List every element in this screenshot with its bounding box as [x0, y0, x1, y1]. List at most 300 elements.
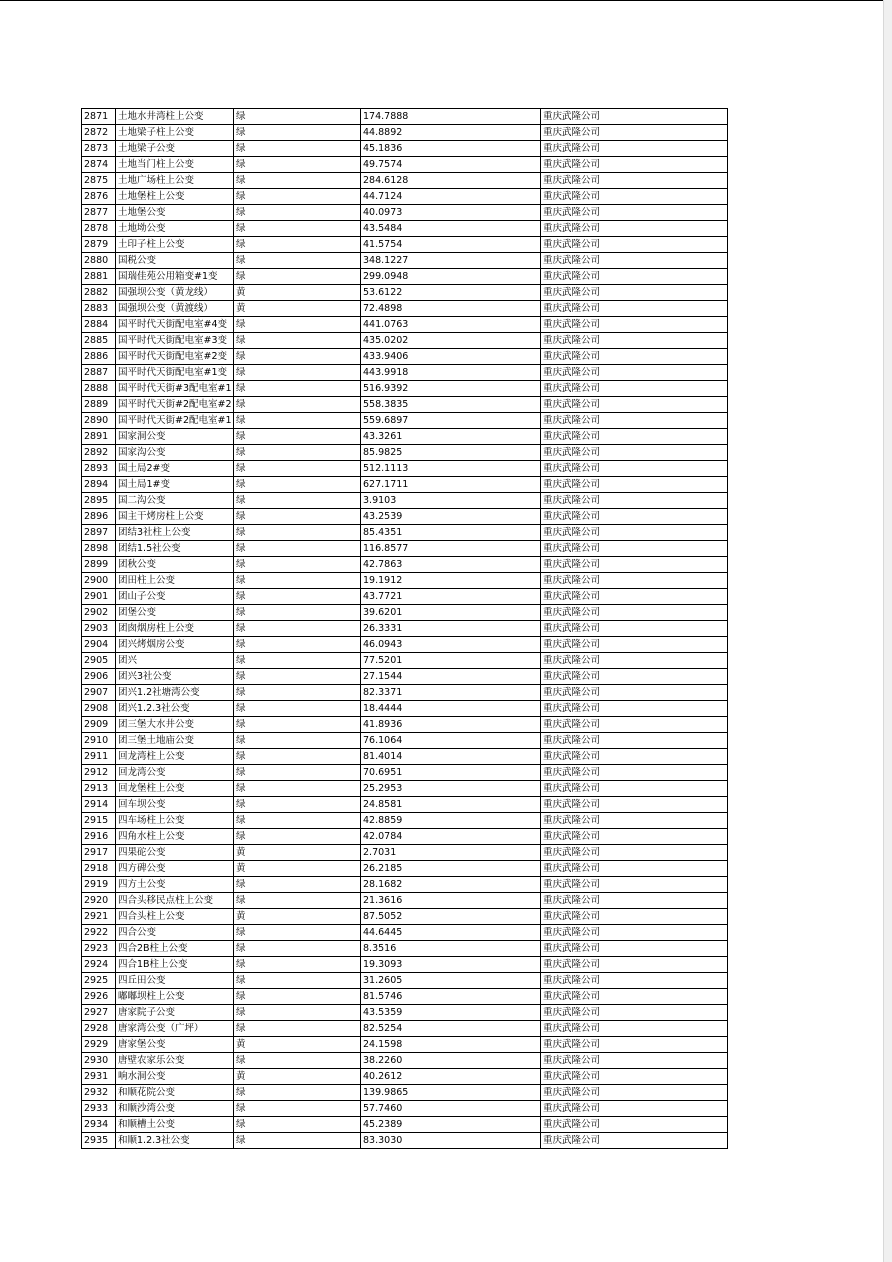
transformer-name-cell: 国平时代天街#3配电室#1	[116, 381, 234, 397]
table-row	[82, 221, 728, 237]
table-row	[82, 237, 728, 253]
table-row	[82, 797, 728, 813]
transformer-name-cell: 国平时代天街配电室#2变	[116, 349, 234, 365]
status-color-cell: 绿	[234, 525, 361, 541]
row-number-cell: 2877	[82, 205, 116, 221]
company-cell: 重庆武隆公司	[541, 1021, 728, 1037]
status-color-cell: 绿	[234, 605, 361, 621]
value-cell: 85.4351	[361, 525, 541, 541]
status-color-cell: 绿	[234, 557, 361, 573]
transformer-name-cell: 四合头柱上公变	[116, 909, 234, 925]
top-border-line	[0, 0, 892, 1]
transformer-name-cell: 回龙湾柱上公变	[116, 749, 234, 765]
company-cell: 重庆武隆公司	[541, 157, 728, 173]
row-number-cell: 2874	[82, 157, 116, 173]
status-color-cell: 绿	[234, 765, 361, 781]
company-cell: 重庆武隆公司	[541, 669, 728, 685]
value-cell: 82.5254	[361, 1021, 541, 1037]
table-row	[82, 941, 728, 957]
company-cell: 重庆武隆公司	[541, 1069, 728, 1085]
transformer-name-cell: 国平时代天街配电室#1变	[116, 365, 234, 381]
row-number-cell: 2881	[82, 269, 116, 285]
table-row	[82, 829, 728, 845]
transformer-name-cell: 唐壁农家乐公变	[116, 1053, 234, 1069]
table-row	[82, 653, 728, 669]
status-color-cell: 绿	[234, 237, 361, 253]
transformer-name-cell: 团三堡土地庙公变	[116, 733, 234, 749]
status-color-cell: 绿	[234, 141, 361, 157]
row-number-cell: 2933	[82, 1101, 116, 1117]
status-color-cell: 绿	[234, 957, 361, 973]
transformer-name-cell: 和顺槽土公变	[116, 1117, 234, 1133]
status-color-cell: 绿	[234, 749, 361, 765]
row-number-cell: 2919	[82, 877, 116, 893]
table-row	[82, 413, 728, 429]
table-row	[82, 173, 728, 189]
company-cell: 重庆武隆公司	[541, 813, 728, 829]
value-cell: 512.1113	[361, 461, 541, 477]
company-cell: 重庆武隆公司	[541, 1053, 728, 1069]
value-cell: 39.6201	[361, 605, 541, 621]
company-cell: 重庆武隆公司	[541, 285, 728, 301]
status-color-cell: 绿	[234, 637, 361, 653]
row-number-cell: 2909	[82, 717, 116, 733]
transformer-name-cell: 和顺1.2.3社公变	[116, 1133, 234, 1149]
company-cell: 重庆武隆公司	[541, 445, 728, 461]
company-cell: 重庆武隆公司	[541, 797, 728, 813]
status-color-cell: 绿	[234, 1133, 361, 1149]
status-color-cell: 绿	[234, 1085, 361, 1101]
table-row	[82, 525, 728, 541]
table-row	[82, 189, 728, 205]
table-row	[82, 861, 728, 877]
transformer-name-cell: 四合公变	[116, 925, 234, 941]
status-color-cell: 绿	[234, 877, 361, 893]
status-color-cell: 绿	[234, 333, 361, 349]
row-number-cell: 2918	[82, 861, 116, 877]
status-color-cell: 绿	[234, 733, 361, 749]
row-number-cell: 2908	[82, 701, 116, 717]
value-cell: 42.0784	[361, 829, 541, 845]
table-row	[82, 1037, 728, 1053]
company-cell: 重庆武隆公司	[541, 909, 728, 925]
row-number-cell: 2916	[82, 829, 116, 845]
status-color-cell: 绿	[234, 1005, 361, 1021]
row-number-cell: 2928	[82, 1021, 116, 1037]
transformer-name-cell: 国二沟公变	[116, 493, 234, 509]
transformer-name-cell: 团兴3社公变	[116, 669, 234, 685]
table-row	[82, 957, 728, 973]
transformer-name-cell: 团结3社柱上公变	[116, 525, 234, 541]
value-cell: 139.9865	[361, 1085, 541, 1101]
value-cell: 43.5359	[361, 1005, 541, 1021]
transformer-name-cell: 四丘田公变	[116, 973, 234, 989]
table-row	[82, 1117, 728, 1133]
status-color-cell: 黄	[234, 1037, 361, 1053]
row-number-cell: 2914	[82, 797, 116, 813]
transformer-name-cell: 国平时代天街配电室#3变	[116, 333, 234, 349]
table-row	[82, 637, 728, 653]
company-cell: 重庆武隆公司	[541, 349, 728, 365]
row-number-cell: 2900	[82, 573, 116, 589]
value-cell: 441.0763	[361, 317, 541, 333]
transformer-name-cell: 土地梁子柱上公变	[116, 125, 234, 141]
transformer-name-cell: 团兴1.2.3社公变	[116, 701, 234, 717]
table-row	[82, 765, 728, 781]
company-cell: 重庆武隆公司	[541, 957, 728, 973]
row-number-cell: 2931	[82, 1069, 116, 1085]
company-cell: 重庆武隆公司	[541, 861, 728, 877]
row-number-cell: 2927	[82, 1005, 116, 1021]
table-row	[82, 573, 728, 589]
company-cell: 重庆武隆公司	[541, 701, 728, 717]
value-cell: 3.9103	[361, 493, 541, 509]
row-number-cell: 2910	[82, 733, 116, 749]
transformer-name-cell: 国瑞佳苑公用箱变#1变	[116, 269, 234, 285]
table-row	[82, 253, 728, 269]
row-number-cell: 2925	[82, 973, 116, 989]
value-cell: 28.1682	[361, 877, 541, 893]
row-number-cell: 2891	[82, 429, 116, 445]
row-number-cell: 2876	[82, 189, 116, 205]
transformer-name-cell: 团堡公变	[116, 605, 234, 621]
status-color-cell: 绿	[234, 493, 361, 509]
status-color-cell: 绿	[234, 797, 361, 813]
status-color-cell: 绿	[234, 973, 361, 989]
value-cell: 43.5484	[361, 221, 541, 237]
table-row	[82, 621, 728, 637]
transformer-name-cell: 唐家堡公变	[116, 1037, 234, 1053]
value-cell: 72.4898	[361, 301, 541, 317]
row-number-cell: 2917	[82, 845, 116, 861]
value-cell: 44.6445	[361, 925, 541, 941]
row-number-cell: 2915	[82, 813, 116, 829]
row-number-cell: 2912	[82, 765, 116, 781]
value-cell: 53.6122	[361, 285, 541, 301]
table-row	[82, 541, 728, 557]
row-number-cell: 2905	[82, 653, 116, 669]
row-number-cell: 2907	[82, 685, 116, 701]
company-cell: 重庆武隆公司	[541, 893, 728, 909]
value-cell: 21.3616	[361, 893, 541, 909]
company-cell: 重庆武隆公司	[541, 1085, 728, 1101]
row-number-cell: 2888	[82, 381, 116, 397]
row-number-cell: 2887	[82, 365, 116, 381]
value-cell: 40.0973	[361, 205, 541, 221]
value-cell: 18.4444	[361, 701, 541, 717]
company-cell: 重庆武隆公司	[541, 253, 728, 269]
table-row	[82, 461, 728, 477]
value-cell: 85.9825	[361, 445, 541, 461]
company-cell: 重庆武隆公司	[541, 1101, 728, 1117]
table-row	[82, 269, 728, 285]
value-cell: 2.7031	[361, 845, 541, 861]
company-cell: 重庆武隆公司	[541, 429, 728, 445]
row-number-cell: 2894	[82, 477, 116, 493]
status-color-cell: 绿	[234, 589, 361, 605]
status-color-cell: 绿	[234, 429, 361, 445]
value-cell: 41.8936	[361, 717, 541, 733]
table-row	[82, 509, 728, 525]
table-row	[82, 1133, 728, 1149]
row-number-cell: 2890	[82, 413, 116, 429]
status-color-cell: 绿	[234, 125, 361, 141]
row-number-cell: 2903	[82, 621, 116, 637]
company-cell: 重庆武隆公司	[541, 1005, 728, 1021]
transformer-name-cell: 国家洞公变	[116, 429, 234, 445]
table-row	[82, 445, 728, 461]
status-color-cell: 绿	[234, 397, 361, 413]
row-number-cell: 2882	[82, 285, 116, 301]
value-cell: 443.9918	[361, 365, 541, 381]
value-cell: 43.7721	[361, 589, 541, 605]
company-cell: 重庆武隆公司	[541, 781, 728, 797]
transformer-name-cell: 团田柱上公变	[116, 573, 234, 589]
value-cell: 24.1598	[361, 1037, 541, 1053]
status-color-cell: 绿	[234, 205, 361, 221]
value-cell: 435.0202	[361, 333, 541, 349]
status-color-cell: 绿	[234, 1053, 361, 1069]
row-number-cell: 2902	[82, 605, 116, 621]
company-cell: 重庆武隆公司	[541, 525, 728, 541]
table-row	[82, 493, 728, 509]
status-color-cell: 绿	[234, 157, 361, 173]
table-row	[82, 1005, 728, 1021]
status-color-cell: 绿	[234, 317, 361, 333]
company-cell: 重庆武隆公司	[541, 1037, 728, 1053]
status-color-cell: 绿	[234, 669, 361, 685]
table-row	[82, 1101, 728, 1117]
status-color-cell: 绿	[234, 413, 361, 429]
row-number-cell: 2932	[82, 1085, 116, 1101]
table-row	[82, 701, 728, 717]
row-number-cell: 2929	[82, 1037, 116, 1053]
table-row	[82, 877, 728, 893]
transformer-name-cell: 国土局1#变	[116, 477, 234, 493]
row-number-cell: 2920	[82, 893, 116, 909]
status-color-cell: 绿	[234, 365, 361, 381]
status-color-cell: 黄	[234, 845, 361, 861]
row-number-cell: 2878	[82, 221, 116, 237]
status-color-cell: 绿	[234, 717, 361, 733]
transformer-name-cell: 土地堡公变	[116, 205, 234, 221]
company-cell: 重庆武隆公司	[541, 973, 728, 989]
table-row	[82, 909, 728, 925]
table-row	[82, 669, 728, 685]
status-color-cell: 黄	[234, 861, 361, 877]
company-cell: 重庆武隆公司	[541, 397, 728, 413]
transformer-name-cell: 回龙湾公变	[116, 765, 234, 781]
row-number-cell: 2906	[82, 669, 116, 685]
transformer-name-cell: 四方土公变	[116, 877, 234, 893]
status-color-cell: 黄	[234, 909, 361, 925]
company-cell: 重庆武隆公司	[541, 589, 728, 605]
transformer-name-cell: 四车场柱上公变	[116, 813, 234, 829]
status-color-cell: 绿	[234, 349, 361, 365]
row-number-cell: 2873	[82, 141, 116, 157]
row-number-cell: 2899	[82, 557, 116, 573]
value-cell: 70.6951	[361, 765, 541, 781]
company-cell: 重庆武隆公司	[541, 301, 728, 317]
transformer-name-cell: 回龙堡柱上公变	[116, 781, 234, 797]
transformer-name-cell: 团山子公变	[116, 589, 234, 605]
company-cell: 重庆武隆公司	[541, 925, 728, 941]
value-cell: 87.5052	[361, 909, 541, 925]
value-cell: 44.7124	[361, 189, 541, 205]
value-cell: 45.1836	[361, 141, 541, 157]
company-cell: 重庆武隆公司	[541, 461, 728, 477]
value-cell: 42.7863	[361, 557, 541, 573]
company-cell: 重庆武隆公司	[541, 109, 728, 125]
company-cell: 重庆武隆公司	[541, 749, 728, 765]
table-row	[82, 557, 728, 573]
company-cell: 重庆武隆公司	[541, 621, 728, 637]
status-color-cell: 绿	[234, 829, 361, 845]
company-cell: 重庆武隆公司	[541, 829, 728, 845]
status-color-cell: 绿	[234, 941, 361, 957]
transformer-name-cell: 国强坝公变（黄龙线）	[116, 285, 234, 301]
row-number-cell: 2921	[82, 909, 116, 925]
row-number-cell: 2926	[82, 989, 116, 1005]
transformer-name-cell: 国土局2#变	[116, 461, 234, 477]
row-number-cell: 2895	[82, 493, 116, 509]
transformer-name-cell: 土地当门柱上公变	[116, 157, 234, 173]
row-number-cell: 2884	[82, 317, 116, 333]
value-cell: 76.1064	[361, 733, 541, 749]
page-right-edge	[883, 0, 892, 1262]
value-cell: 19.3093	[361, 957, 541, 973]
table-row	[82, 685, 728, 701]
transformer-name-cell: 国平时代天街配电室#4变	[116, 317, 234, 333]
row-number-cell: 2904	[82, 637, 116, 653]
value-cell: 627.1711	[361, 477, 541, 493]
row-number-cell: 2930	[82, 1053, 116, 1069]
value-cell: 82.3371	[361, 685, 541, 701]
row-number-cell: 2875	[82, 173, 116, 189]
value-cell: 41.5754	[361, 237, 541, 253]
value-cell: 81.4014	[361, 749, 541, 765]
table-row	[82, 301, 728, 317]
company-cell: 重庆武隆公司	[541, 221, 728, 237]
transformer-name-cell: 和顺沙湾公变	[116, 1101, 234, 1117]
status-color-cell: 绿	[234, 989, 361, 1005]
transformer-name-cell: 土地水井湾柱上公变	[116, 109, 234, 125]
row-number-cell: 2872	[82, 125, 116, 141]
value-cell: 38.2260	[361, 1053, 541, 1069]
status-color-cell: 绿	[234, 1101, 361, 1117]
value-cell: 43.3261	[361, 429, 541, 445]
transformer-name-cell: 团兴烤烟房公变	[116, 637, 234, 653]
value-cell: 44.8892	[361, 125, 541, 141]
company-cell: 重庆武隆公司	[541, 317, 728, 333]
transformer-name-cell: 回车坝公变	[116, 797, 234, 813]
value-cell: 40.2612	[361, 1069, 541, 1085]
status-color-cell: 绿	[234, 189, 361, 205]
company-cell: 重庆武隆公司	[541, 765, 728, 781]
status-color-cell: 绿	[234, 445, 361, 461]
row-number-cell: 2897	[82, 525, 116, 541]
value-cell: 25.2953	[361, 781, 541, 797]
status-color-cell: 绿	[234, 109, 361, 125]
transformer-name-cell: 响水洞公变	[116, 1069, 234, 1085]
row-number-cell: 2935	[82, 1133, 116, 1149]
row-number-cell: 2883	[82, 301, 116, 317]
status-color-cell: 绿	[234, 573, 361, 589]
status-color-cell: 绿	[234, 461, 361, 477]
row-number-cell: 2913	[82, 781, 116, 797]
status-color-cell: 绿	[234, 701, 361, 717]
value-cell: 516.9392	[361, 381, 541, 397]
table-row	[82, 477, 728, 493]
company-cell: 重庆武隆公司	[541, 493, 728, 509]
table-row	[82, 317, 728, 333]
transformer-name-cell: 团囱烟房柱上公变	[116, 621, 234, 637]
table-row	[82, 381, 728, 397]
status-color-cell: 绿	[234, 925, 361, 941]
table-row	[82, 205, 728, 221]
table-row	[82, 605, 728, 621]
row-number-cell: 2879	[82, 237, 116, 253]
transformer-name-cell: 国主干烤房柱上公变	[116, 509, 234, 525]
status-color-cell: 绿	[234, 509, 361, 525]
value-cell: 299.0948	[361, 269, 541, 285]
transformer-name-cell: 四合1B柱上公变	[116, 957, 234, 973]
company-cell: 重庆武隆公司	[541, 989, 728, 1005]
row-number-cell: 2880	[82, 253, 116, 269]
table-row	[82, 973, 728, 989]
row-number-cell: 2893	[82, 461, 116, 477]
status-color-cell: 绿	[234, 781, 361, 797]
value-cell: 83.3030	[361, 1133, 541, 1149]
transformer-name-cell: 四方碑公变	[116, 861, 234, 877]
transformer-name-cell: 唐家湾公变（广坪）	[116, 1021, 234, 1037]
table-row	[82, 781, 728, 797]
status-color-cell: 绿	[234, 893, 361, 909]
transformer-name-cell: 四果砣公变	[116, 845, 234, 861]
table-row	[82, 733, 728, 749]
transformer-name-cell: 国税公变	[116, 253, 234, 269]
company-cell: 重庆武隆公司	[541, 653, 728, 669]
value-cell: 49.7574	[361, 157, 541, 173]
company-cell: 重庆武隆公司	[541, 845, 728, 861]
value-cell: 174.7888	[361, 109, 541, 125]
status-color-cell: 绿	[234, 1117, 361, 1133]
company-cell: 重庆武隆公司	[541, 941, 728, 957]
table-row	[82, 157, 728, 173]
row-number-cell: 2934	[82, 1117, 116, 1133]
row-number-cell: 2886	[82, 349, 116, 365]
table-row	[82, 429, 728, 445]
status-color-cell: 绿	[234, 653, 361, 669]
value-cell: 26.3331	[361, 621, 541, 637]
status-color-cell: 绿	[234, 685, 361, 701]
company-cell: 重庆武隆公司	[541, 381, 728, 397]
transformer-name-cell: 土地梁子公变	[116, 141, 234, 157]
company-cell: 重庆武隆公司	[541, 637, 728, 653]
status-color-cell: 绿	[234, 1021, 361, 1037]
transformer-name-cell: 土地堡柱上公变	[116, 189, 234, 205]
transformer-name-cell: 国强坝公变（黄渡线）	[116, 301, 234, 317]
value-cell: 8.3516	[361, 941, 541, 957]
value-cell: 24.8581	[361, 797, 541, 813]
value-cell: 27.1544	[361, 669, 541, 685]
company-cell: 重庆武隆公司	[541, 365, 728, 381]
status-color-cell: 绿	[234, 621, 361, 637]
table-row	[82, 333, 728, 349]
status-color-cell: 绿	[234, 221, 361, 237]
company-cell: 重庆武隆公司	[541, 477, 728, 493]
company-cell: 重庆武隆公司	[541, 1133, 728, 1149]
